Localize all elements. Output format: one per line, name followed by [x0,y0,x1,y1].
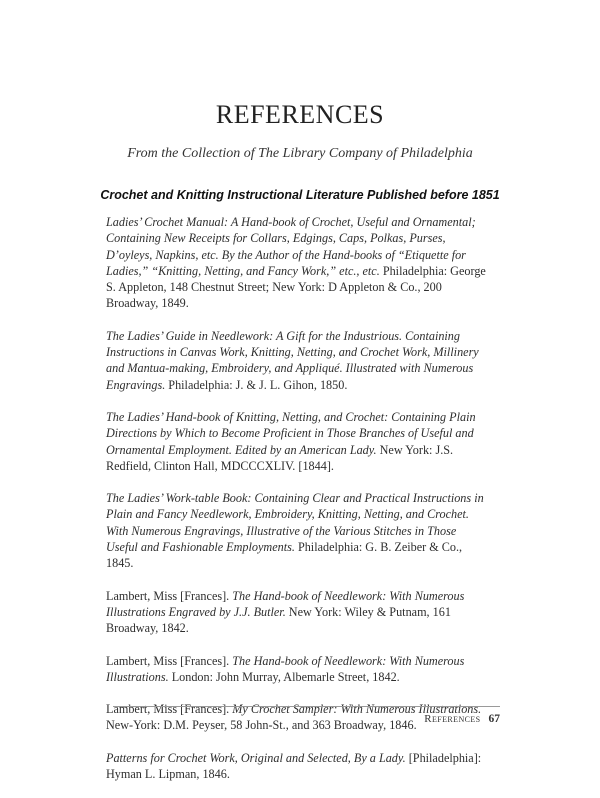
section-heading: Crochet and Knitting Instructional Literature Published before 1851 [100,188,500,202]
reference-entry [106,490,490,571]
reference-publication: New York: Wiley & Putnam, 161 Broadway, 1842. [106,604,451,636]
reference-publication: New York: J.S. Redfield, Clinton Hall, MDCCCXLIV. [1844]. [106,442,454,473]
reference-title: Patterns for Crochet Work, Original and Selected, By a Lady. [106,750,406,765]
reference-entry [106,588,490,637]
page-footer [424,713,500,725]
page-number: 67 [488,713,500,725]
reference-publication: Philadelphia: George S. Appleton, 148 Chestnut Street; New York: D Appleton & Co., 200 Broadway, 1849. [106,263,486,311]
reference-entry [106,750,490,783]
reference-publication: London: John Murray, Albemarle Street, 1842. [168,669,400,684]
reference-publication: New-York: D.M. Peyser, 58 John-St., and 363 Broadway, 1846. [106,718,417,733]
reference-title: Ladies’ Crochet Manual: A Hand-book of Crochet, Useful and Ornamental; Containing New Receipts for Collars, Edgings, Caps, Polkas, Purses, D’oyleys, Napkins, etc. By the Author of the Hand-books of “Etiquette for Ladies,” “Knitting, Netting, and Fancy Work,” etc., etc. [106,215,476,278]
reference-entry [106,653,490,686]
reference-entry [106,214,490,312]
reference-author: Lambert, Miss [Frances]. [106,702,233,717]
reference-title: The Hand-book of Needlework: With Numerous Illustrations. [106,653,465,684]
reference-publication: Philadelphia: G. B. Zeiber & Co., 1845. [106,540,463,571]
reference-title: The Ladies’ Guide in Needlework: A Gift for the Industrious. Containing Instructions in Canvas Work, Knitting, Netting, and Crochet Work, Millinery and Mantua-making, Embroidery, and Appliqué. Illustrated with Numerous Engravings. [106,328,479,392]
reference-title: The Ladies’ Work-table Book: Containing Clear and Practical Instructions in Plain and Fancy Needlework, Embroidery, Knitting, Netting, and Crochet. With Numerous Engravings, Illustrative of the Various Stitches in Those Useful and Fashionable Employments. [106,491,484,555]
footer-rule [113,706,500,707]
page-subtitle: From the Collection of The Library Company of Philadelphia [127,146,473,161]
running-head: References [424,713,481,725]
reference-entry [106,409,490,474]
reference-title: The Hand-book of Needlework: With Numerous Illustrations Engraved by J.J. Butler. [106,588,465,619]
reference-author: Lambert, Miss [Frances]. [106,588,233,603]
reference-list [106,214,490,798]
reference-publication: Philadelphia: J. & J. L. Gihon, 1850. [165,377,348,392]
reference-publication: [Philadelphia]: Hyman L. Lipman, 1846. [106,750,482,782]
reference-entry [106,328,490,393]
reference-title: The Ladies’ Hand-book of Knitting, Netting, and Crochet: Containing Plain Directions by Which to Become Proficient in Those Branches of Useful and Ornamental Employment. Edited by an American Lady. [106,409,476,457]
reference-title: My Crochet Sampler: With Numerous Illustrations. [232,702,482,717]
reference-author: Lambert, Miss [Frances]. [106,653,233,668]
page-title: REFERENCES [215,100,385,129]
